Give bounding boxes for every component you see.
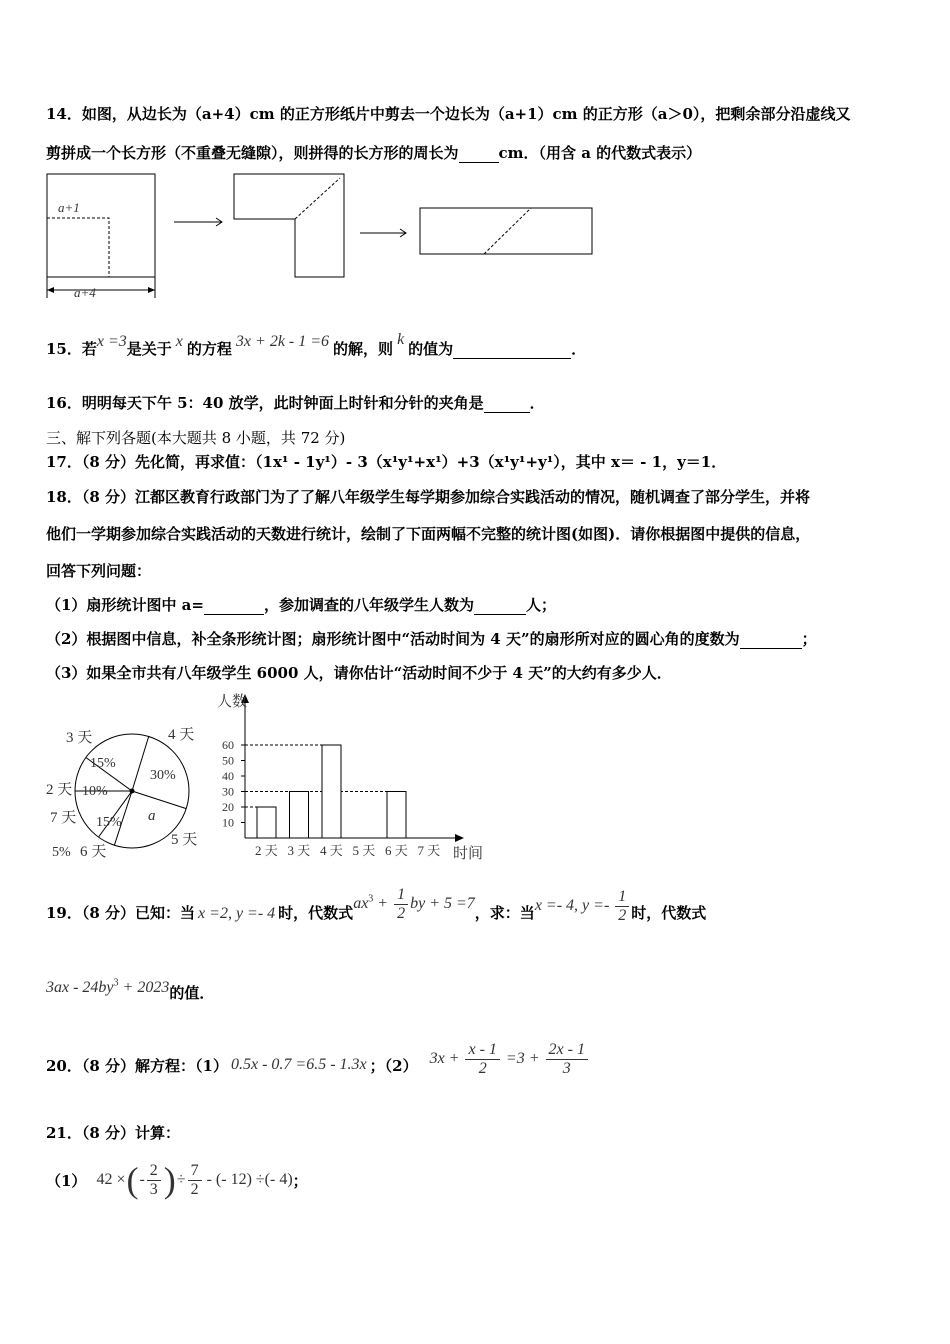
- pie-category-label: 6 天: [80, 844, 107, 860]
- bar: [290, 792, 309, 839]
- pie-category-label: 2 天: [46, 782, 73, 798]
- q19-tail: 的值．: [169, 984, 215, 1002]
- pie-category-label: 5 天: [171, 832, 198, 848]
- q19-expr1-a: ax: [353, 895, 369, 913]
- q20-eq2-den1: 2: [478, 1059, 487, 1077]
- q16-blank: [484, 394, 530, 413]
- y-tick-label: 60: [222, 738, 234, 752]
- x-tick-label: 4 天: [320, 843, 343, 858]
- pie-divider: [132, 736, 149, 791]
- q20-eq2-den2: 3: [562, 1059, 571, 1077]
- q21-expr-b: -: [139, 1171, 145, 1188]
- q16-text: 16．明明每天下午 5：40 放学，此时钟面上时针和分针的夹角是: [46, 394, 484, 412]
- bar: [322, 745, 341, 838]
- l-shape-cut: [295, 178, 340, 219]
- x-axis-arrow: [455, 834, 464, 842]
- x-tick-label: 7 天: [417, 843, 441, 858]
- q21-sub1: [46, 1155, 308, 1205]
- q18-blank-a: [204, 596, 264, 615]
- q18-sub1-a: （1）扇形统计图中 a=: [46, 596, 204, 614]
- q20-eq1: 0.5x - 0.7 =6.5 - 1.3x: [230, 1056, 367, 1073]
- y-tick-label: 50: [222, 753, 234, 768]
- q20-mid: ；（2）: [369, 1056, 418, 1075]
- y-axis-label: 人数: [217, 694, 248, 710]
- q14-blank: [459, 144, 499, 163]
- y-tick-label: 20: [222, 800, 234, 814]
- q18-line2: 他们一学期参加综合实践活动的天数进行统计，绘制了下面两幅不完整的统计图(如图)．请你根据图中提供的信息，: [46, 525, 811, 543]
- q18-line3: 回答下列问题：: [46, 562, 152, 580]
- q21-frac2-den: 2: [190, 1180, 199, 1198]
- pie-category-label: 7 天: [50, 810, 77, 826]
- q20-eq2-num1: x - 1: [465, 1041, 499, 1060]
- paren-left: (: [126, 1160, 139, 1200]
- q18-sub2-b: ；: [801, 630, 817, 648]
- q19-cond2-den: 2: [618, 907, 627, 924]
- q21-expr: [96, 1159, 292, 1201]
- q21-frac2-num: 7: [188, 1162, 202, 1181]
- q21-title: 21．（8 分）计算：: [46, 1124, 181, 1142]
- pie-category-label: 4 天: [168, 727, 195, 743]
- q21-expr-h: - (- 12) ÷(- 4): [206, 1171, 293, 1188]
- q14-line2: [46, 142, 701, 163]
- bar: [387, 792, 406, 839]
- paren-right: ): [163, 1160, 176, 1200]
- q19-line: [46, 886, 707, 933]
- q21-expr-e: ÷: [176, 1171, 186, 1188]
- label-a-plus-1: a+1: [58, 200, 80, 215]
- q21-frac1-den: 3: [149, 1180, 158, 1198]
- q15-prefix: 15．若: [46, 340, 97, 358]
- y-tick-label: 10: [222, 815, 234, 830]
- q21-sub1-label: （1）: [46, 1171, 87, 1190]
- q19-cond2: [534, 888, 631, 924]
- q15-end: ．: [571, 340, 587, 358]
- q14-line2-tail: cm．（用含 a 的代数式表示）: [498, 144, 702, 162]
- q15-eq2: 3x + 2k - 1 =6: [235, 333, 330, 350]
- q19-mid3: 时，代数式: [631, 904, 707, 923]
- pie-center: [130, 789, 135, 794]
- pie-chart: [44, 716, 214, 862]
- q19-expr1-d: by + 5 =7: [410, 895, 475, 913]
- q19-half: [394, 886, 408, 923]
- q15-var2: k: [397, 331, 405, 348]
- q20-eq2-a: 3x +: [429, 1049, 460, 1067]
- y-tick-label: 30: [222, 784, 234, 799]
- cut-square-dashed: [47, 218, 109, 277]
- q15-tail: 的值为: [408, 340, 454, 358]
- q19-prefix: 19．（8 分）已知：当: [46, 904, 196, 923]
- q20-prefix: 20．（8 分）解方程：（1）: [46, 1056, 228, 1075]
- dim-arrow-right: [148, 287, 155, 293]
- label-a-plus-4: a+4: [74, 285, 96, 300]
- q21-frac1-num: 2: [147, 1162, 161, 1181]
- q15-mid3: 的解，则: [333, 340, 394, 358]
- q18-blank-count: [474, 596, 526, 615]
- q19-expr2-a: 3ax - 24by: [46, 979, 114, 996]
- q19-line2: [46, 977, 215, 1003]
- dim-arrow-left: [47, 287, 54, 293]
- q18-line1: 18．（8 分）江都区教育行政部门为了了解八年级学生每学期参加综合实践活动的情况，随机调查了部分学生，并将: [46, 488, 811, 506]
- q19-expr1: $ax^3$ + $\frac{1}{2}$ by + 5 =7: [353, 886, 475, 922]
- x-tick-label: 3 天: [287, 843, 311, 858]
- q14-line1: 14．如图，从边长为（a+4）cm 的正方形纸片中剪去一个边长为（a+1）cm 的正方形（a＞0），把剩余部分沿虚线又: [46, 105, 851, 123]
- pie-percent-label: 5%: [52, 845, 71, 860]
- q19-cond1: x =2, y =- 4: [198, 905, 276, 923]
- q20-eq2: [430, 1041, 590, 1078]
- result-rectangle: [420, 208, 592, 254]
- q16-end: ．: [529, 394, 545, 412]
- q19-cond2-num: 1: [615, 888, 629, 907]
- q17-line: 17．（8 分）先化简，再求值：（1x¹ - 1y¹）- 3（x¹y¹+x¹）+3（x¹y¹+y¹），其中 x＝ - 1，y＝1．: [46, 453, 727, 471]
- q15-var: x: [175, 333, 183, 350]
- q20-line: [46, 1040, 590, 1090]
- pie-percent-label: 15%: [90, 756, 116, 771]
- q18-sub2: [46, 628, 817, 649]
- q18-sub2-a: （2）根据图中信息，补全条形统计图；扇形统计图中“活动时间为 4 天”的扇形所对应的圆心角的度数为: [46, 630, 740, 648]
- q15-mid2: 的方程: [186, 340, 232, 358]
- x-axis-label: 时间: [453, 846, 484, 862]
- q18-sub3: （3）如果全市共有八年级学生 6000 人，请你估计“活动时间不少于 4 天”的大约有多少人．: [46, 664, 672, 682]
- q18-sub1-c: 人；: [525, 596, 556, 614]
- l-shape: [234, 174, 344, 277]
- pie-percent-label: 10%: [82, 784, 108, 799]
- section-3-heading: 三、解下列各题(本大题共 8 小题，共 72 分): [46, 429, 346, 447]
- q18-sub1: [46, 594, 556, 615]
- outer-square: [47, 174, 155, 277]
- q16-line: [46, 392, 545, 413]
- q18-sub1-b: ，参加调查的八年级学生人数为: [263, 596, 474, 614]
- q21-expr-a: 42 ×: [96, 1171, 126, 1188]
- q19-half-num: 1: [394, 886, 408, 905]
- y-tick-label: 40: [222, 769, 234, 783]
- q19-half-den: 2: [397, 905, 406, 922]
- bar-chart: [215, 688, 495, 864]
- pie-percent-label: 30%: [150, 768, 176, 783]
- q15-mid1: 是关于: [126, 340, 172, 358]
- pie-category-label: 3 天: [66, 730, 93, 746]
- q20-eq2-d: =3 +: [505, 1049, 540, 1067]
- q19-mid2: ，求：当: [474, 904, 535, 923]
- q15-blank: [453, 340, 571, 359]
- q19-mid1: 时，代数式: [278, 904, 354, 923]
- q14-figure: [44, 170, 596, 305]
- q15-eq1: x =3: [96, 333, 127, 350]
- pie-divider: [132, 791, 186, 809]
- q19-cond2-a: x =- 4, y =-: [534, 897, 610, 915]
- q19-expr2: $3ax - 24by^3 + 2023$: [46, 977, 170, 996]
- bar: [257, 807, 276, 838]
- q15-line: [46, 331, 587, 359]
- q19-expr2-b: + 2023: [118, 979, 170, 996]
- q18-blank-angle: [740, 630, 802, 649]
- q21-end: ；: [292, 1171, 308, 1190]
- x-tick-label: 6 天: [385, 843, 408, 858]
- rect-cut: [484, 208, 531, 254]
- x-tick-label: 5 天: [352, 843, 376, 858]
- q14-line2-text: 剪拼成一个长方形（不重叠无缝隙），则拼得的长方形的周长为: [46, 144, 459, 162]
- pie-percent-label: a: [148, 808, 156, 824]
- q20-eq2-num2: 2x - 1: [546, 1041, 588, 1060]
- pie-percent-label: 15%: [96, 815, 122, 830]
- x-tick-label: 2 天: [255, 843, 278, 858]
